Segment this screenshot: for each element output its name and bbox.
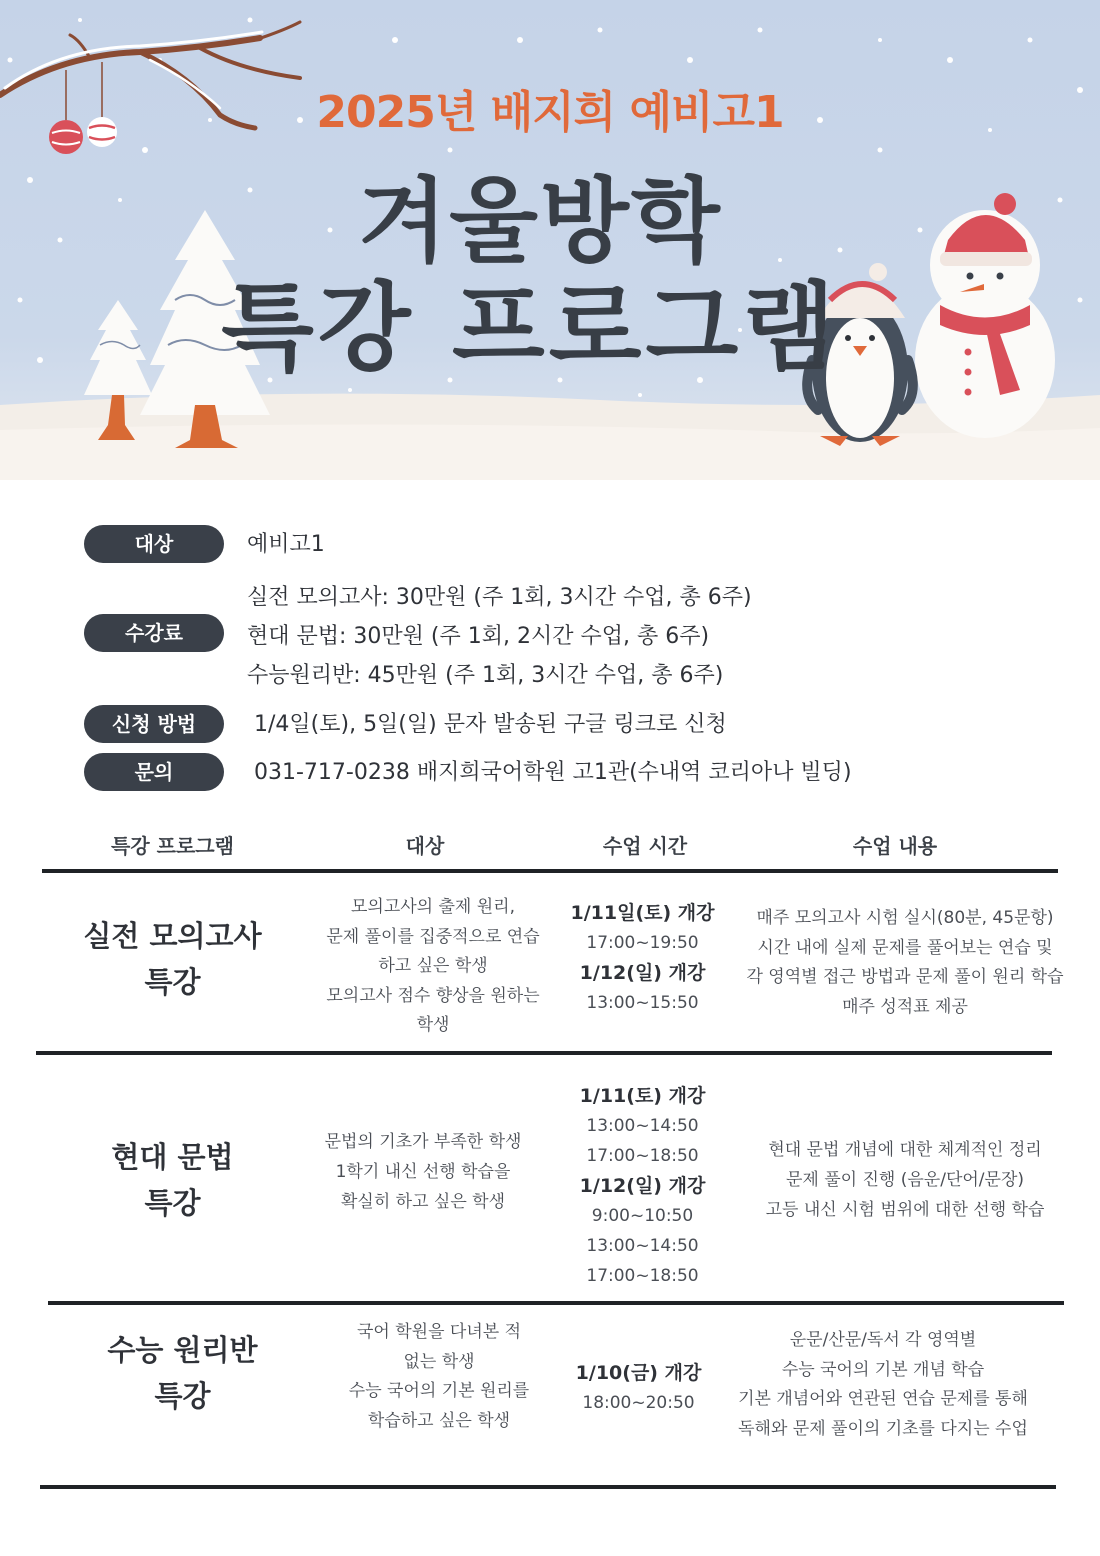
cell-line: 기본 개념어와 연관된 연습 문제를 통해 bbox=[738, 1389, 1028, 1409]
cell-line: 하고 싶은 학생 bbox=[378, 956, 488, 976]
content-cell bbox=[738, 1135, 1072, 1225]
cell-line: 각 영역별 접근 방법과 문제 풀이 원리 학습 bbox=[746, 967, 1064, 987]
content-cell bbox=[738, 904, 1072, 1022]
program-name-line: 현대 문법 bbox=[111, 1140, 234, 1174]
time-start: 1/10(금) 개강 bbox=[575, 1362, 702, 1384]
header-content: 수업 내용 bbox=[852, 834, 938, 858]
table-rule-bottom bbox=[40, 1485, 1056, 1489]
apply-method-value: 1/4일(토), 5일(일) 문자 발송된 구글 링크로 신청 bbox=[254, 712, 727, 737]
program-name-line: 특강 bbox=[144, 965, 201, 999]
cell-line: 수능 국어의 기본 개념 학습 bbox=[781, 1359, 985, 1380]
program-name-line: 특강 bbox=[144, 1186, 201, 1220]
cell-line: 확실히 하고 싶은 학생 bbox=[340, 1192, 505, 1212]
subtitle: 2025년 배지희 예비고1 bbox=[316, 87, 784, 138]
time-slot: 9:00~10:50 bbox=[591, 1206, 694, 1226]
time-slot: 17:00~18:50 bbox=[586, 1146, 699, 1166]
program-name bbox=[60, 1134, 285, 1226]
table-rule bbox=[48, 1301, 1064, 1305]
time-slot: 13:00~15:50 bbox=[586, 993, 699, 1013]
cell-line: 독해와 문제 풀이의 기초를 다지는 수업 bbox=[738, 1418, 1028, 1439]
table-rule-top bbox=[42, 869, 1058, 873]
time-slot: 17:00~18:50 bbox=[586, 1266, 699, 1286]
target-label: 대상 bbox=[84, 525, 224, 563]
time-slot: 13:00~14:50 bbox=[586, 1116, 699, 1136]
apply-method-label: 신청 방법 bbox=[84, 705, 224, 743]
program-name bbox=[70, 1327, 295, 1419]
cell-line: 고등 내신 시험 범위에 대한 선행 학습 bbox=[765, 1200, 1045, 1220]
program-name-line: 특강 bbox=[154, 1379, 211, 1413]
cell-line: 문법의 기초가 부족한 학생 bbox=[324, 1132, 522, 1152]
time-slot: 13:00~14:50 bbox=[586, 1236, 699, 1256]
header-time: 수업 시간 bbox=[602, 834, 688, 858]
time-start: 1/12(일) 개강 bbox=[579, 1175, 706, 1197]
contact-label: 문의 bbox=[84, 753, 224, 791]
cell-line: 수능 국어의 기본 원리를 bbox=[348, 1381, 530, 1401]
title-line-2: 특강 프로그램 bbox=[221, 272, 839, 384]
cell-line: 현대 문법 개념에 대한 체계적인 정리 bbox=[768, 1140, 1042, 1160]
program-name-line: 수능 원리반 bbox=[107, 1333, 258, 1367]
time-start: 1/12(일) 개강 bbox=[579, 962, 706, 984]
header-program: 특강 프로그램 bbox=[111, 834, 234, 858]
time-cell bbox=[556, 1358, 721, 1418]
cell-line: 문제 풀이 진행 (음운/단어/문장) bbox=[786, 1170, 1024, 1190]
fee-line: 실전 모의고사: 30만원 (주 1회, 3시간 수업, 총 6주) bbox=[247, 585, 752, 610]
cell-line: 학생 bbox=[416, 1015, 450, 1035]
time-cell bbox=[560, 898, 725, 1018]
time-start: 1/11(토) 개강 bbox=[579, 1085, 706, 1107]
program-name-line: 실전 모의고사 bbox=[83, 919, 262, 953]
header-target: 대상 bbox=[405, 834, 445, 858]
cell-line: 국어 학원을 다녀본 적 bbox=[356, 1322, 521, 1342]
time-cell bbox=[560, 1081, 725, 1291]
cell-line: 모의고사 점수 향상을 원하는 bbox=[326, 985, 540, 1006]
time-slot: 17:00~19:50 bbox=[586, 933, 699, 953]
fee-line: 현대 문법: 30만원 (주 1회, 2시간 수업, 총 6주) bbox=[247, 624, 710, 649]
title-line-1: 겨울방학 bbox=[358, 168, 722, 275]
cell-line: 매주 모의고사 시험 실시(80분, 45문항) bbox=[756, 908, 1054, 928]
target-cell bbox=[320, 893, 546, 1041]
contact-value: 031-717-0238 배지희국어학원 고1관(수내역 코리아나 빌딩) bbox=[254, 760, 852, 785]
cell-line: 매주 성적표 제공 bbox=[842, 996, 968, 1017]
fee-line: 수능원리반: 45만원 (주 1회, 3시간 수업, 총 6주) bbox=[247, 663, 724, 688]
cell-line: 학습하고 싶은 학생 bbox=[367, 1410, 511, 1431]
program-name bbox=[60, 913, 285, 1005]
cell-line: 모의고사의 출제 원리, bbox=[350, 897, 515, 917]
content-cell bbox=[716, 1326, 1050, 1444]
target-cell bbox=[310, 1127, 536, 1217]
cell-line: 없는 학생 bbox=[403, 1351, 475, 1372]
cell-line: 시간 내에 실제 문제를 풀어보는 연습 및 bbox=[757, 937, 1053, 958]
target-cell bbox=[326, 1318, 552, 1436]
cell-line: 1학기 내신 선행 학습을 bbox=[335, 1162, 511, 1182]
cell-line: 문제 풀이를 집중적으로 연습 bbox=[326, 926, 540, 947]
target-value: 예비고1 bbox=[247, 532, 325, 557]
header-banner bbox=[0, 0, 1100, 480]
cell-line: 운문/산문/독서 각 영역별 bbox=[789, 1330, 977, 1350]
table-rule bbox=[36, 1051, 1052, 1055]
time-start: 1/11일(토) 개강 bbox=[570, 902, 715, 924]
fee-label: 수강료 bbox=[84, 614, 224, 652]
time-slot: 18:00~20:50 bbox=[582, 1393, 695, 1413]
